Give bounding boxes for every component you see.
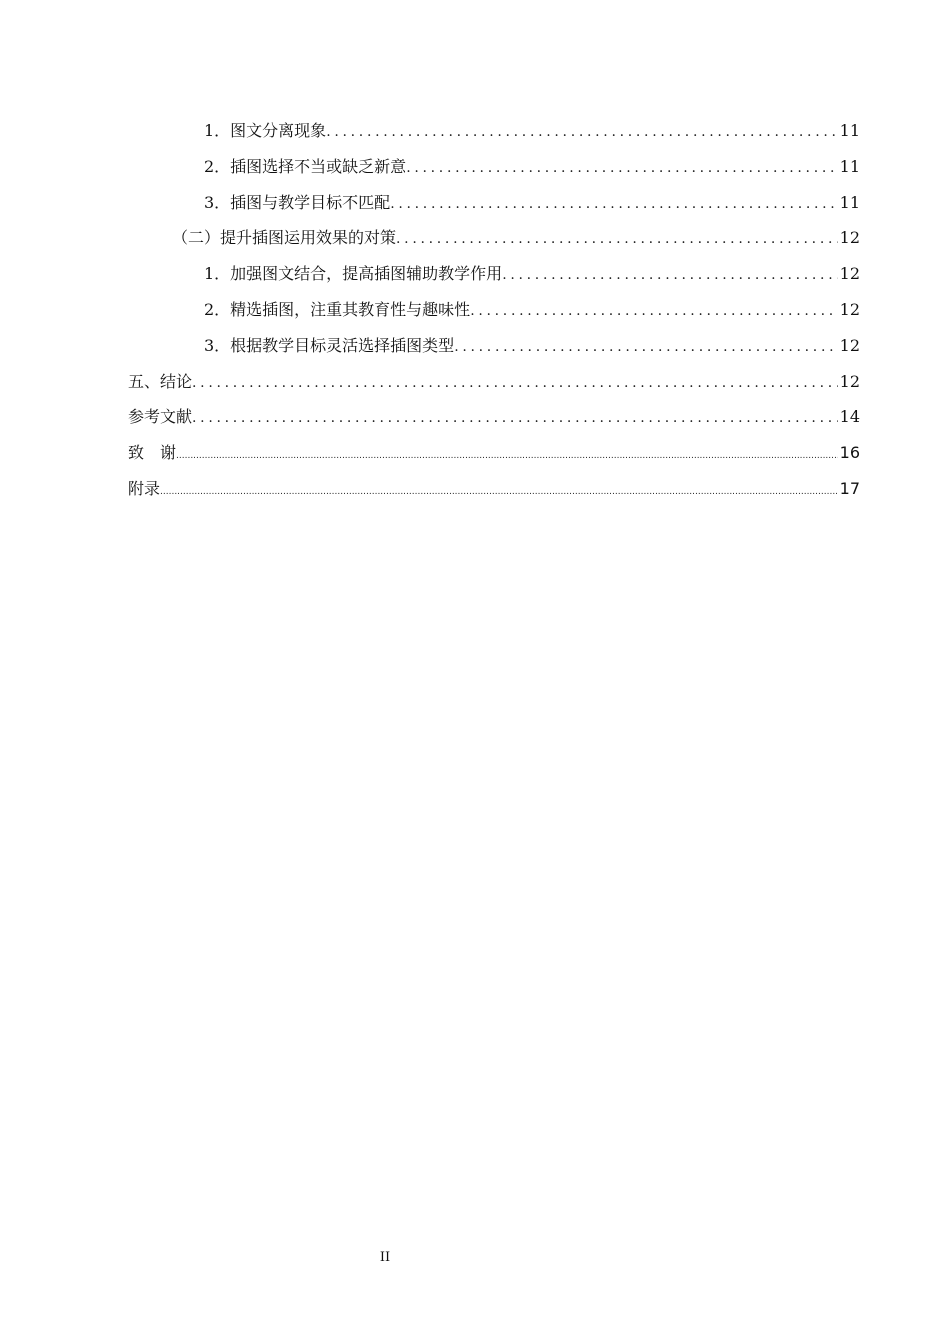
toc-entry-page: 17	[839, 478, 860, 498]
toc-entry-title: 参考文献	[128, 407, 193, 427]
toc-entry-title: 五、结论	[128, 371, 193, 391]
toc-entry-title: 2．精选插图，注重其教育性与趣味性	[204, 299, 471, 319]
toc-entry[interactable]	[128, 364, 860, 400]
toc-dot-leader	[470, 294, 837, 330]
toc-entry-title: 2．插图选择不当或缺乏新意	[204, 156, 407, 176]
toc-entry[interactable]	[128, 185, 860, 221]
toc-entry-page: 11	[839, 192, 860, 212]
toc-entry[interactable]	[128, 292, 860, 328]
toc-entry-title: 3．插图与教学目标不匹配	[204, 192, 391, 212]
toc-entry-page: 12	[839, 228, 860, 248]
toc-entry-page: 12	[839, 299, 860, 319]
toc-dot-leader	[390, 187, 837, 223]
toc-entry-title: （二）提升插图运用效果的对策	[172, 228, 397, 248]
toc-entry-title: 3．根据教学目标灵活选择插图类型	[204, 335, 455, 355]
toc-dot-leader	[406, 151, 837, 187]
toc-entry-page: 11	[839, 121, 860, 140]
toc-entry-page: 16	[839, 443, 860, 463]
toc-dot-leader	[454, 330, 837, 366]
toc-dot-leader	[326, 115, 837, 151]
toc-entry[interactable]	[128, 328, 860, 364]
toc-dot-leader	[396, 222, 838, 258]
toc-entry[interactable]	[128, 399, 860, 435]
toc-entry[interactable]	[128, 113, 860, 149]
toc-entry[interactable]	[128, 149, 860, 185]
toc-dot-leader	[160, 475, 838, 511]
toc-entry-title: 致 谢	[128, 443, 177, 463]
toc-entry[interactable]	[128, 256, 860, 292]
toc-entry-title: 1．加强图文结合，提高插图辅助教学作用	[204, 264, 503, 284]
toc-entry-title: 1．图文分离现象	[204, 121, 327, 140]
toc-entry-page: 12	[839, 264, 860, 284]
toc-entry-page: 11	[839, 156, 860, 176]
toc-entry-page: 14	[839, 407, 860, 427]
toc-dot-leader	[502, 258, 837, 294]
toc-entry-title: 附录	[128, 478, 161, 498]
toc-entry[interactable]	[128, 471, 860, 507]
toc-entry-page: 12	[839, 371, 860, 391]
toc-entry[interactable]	[128, 435, 860, 471]
table-of-contents	[128, 113, 860, 507]
page-number-footer: II	[379, 1250, 391, 1265]
toc-dot-leader	[192, 401, 838, 437]
toc-dot-leader	[176, 439, 838, 475]
toc-entry[interactable]	[128, 220, 860, 256]
toc-dot-leader	[192, 366, 838, 402]
toc-entry-page: 12	[839, 335, 860, 355]
